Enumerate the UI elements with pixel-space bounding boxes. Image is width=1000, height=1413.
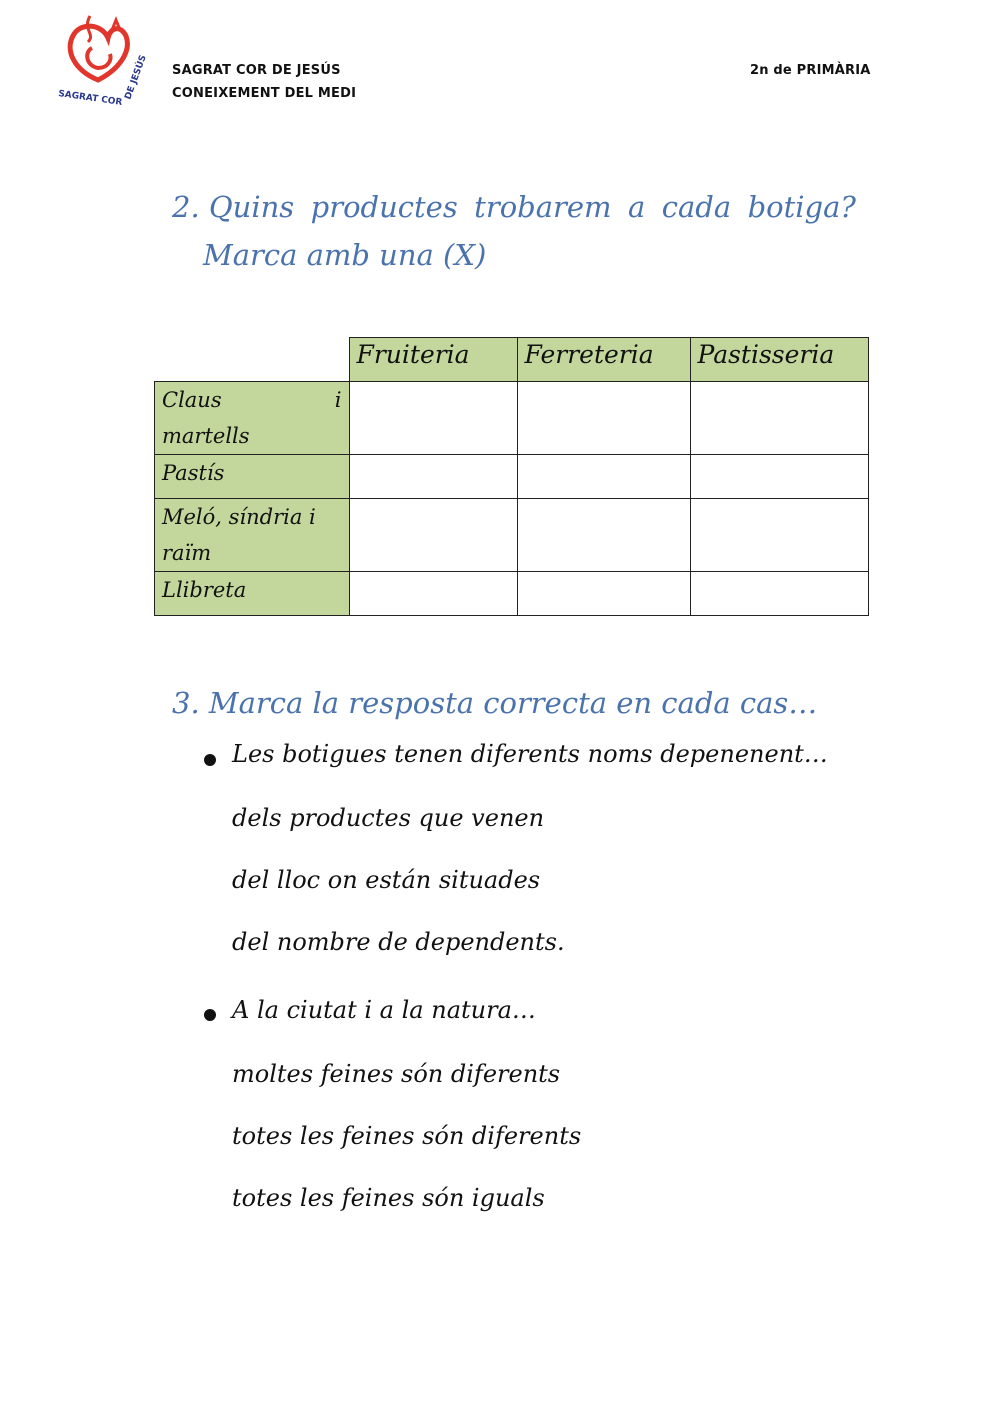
table-row: [155, 572, 869, 616]
question-2-word: cada: [661, 190, 732, 224]
answer-cell[interactable]: [517, 499, 690, 572]
question-2-word: productes: [310, 190, 458, 224]
question-2-line-2: Marca amb una (X): [203, 238, 487, 272]
question-3-title: 3. Marca la resposta correcta en cada cas…: [172, 686, 818, 720]
table-row: [155, 455, 869, 499]
answer-cell[interactable]: [517, 572, 690, 616]
grade-label: 2n de PRIMÀRIA: [750, 63, 871, 78]
products-table: [154, 337, 869, 616]
answer-cell[interactable]: [690, 572, 868, 616]
answer-cell[interactable]: [349, 455, 517, 499]
row-label-claus: Claus i martells: [155, 382, 350, 455]
answer-option[interactable]: moltes feines són diferents: [232, 1060, 561, 1088]
subject-name: CONEIXEMENT DEL MEDI: [172, 86, 357, 101]
column-header-fruiteria: Fruiteria: [349, 338, 517, 382]
answer-option[interactable]: del lloc on están situades: [232, 866, 541, 894]
question-2-word: trobarem: [474, 190, 612, 224]
answer-option[interactable]: dels productes que venen: [232, 804, 545, 832]
answer-cell[interactable]: [690, 382, 868, 455]
column-header-pastisseria: Pastisseria: [690, 338, 868, 382]
answer-cell[interactable]: [349, 499, 517, 572]
answer-cell[interactable]: [690, 499, 868, 572]
question-2-word: botiga?: [747, 190, 856, 224]
question-3-prompt-2: A la ciutat i a la natura…: [232, 996, 536, 1024]
bullet-icon: [204, 754, 216, 766]
answer-cell[interactable]: [349, 382, 517, 455]
svg-text:SAGRAT COR: SAGRAT COR: [57, 89, 123, 108]
answer-option[interactable]: totes les feines són diferents: [232, 1122, 582, 1150]
question-3-prompt-1: Les botigues tenen diferents noms depenenent…: [232, 740, 828, 768]
answer-cell[interactable]: [690, 455, 868, 499]
svg-text:DE JESÚS: DE JESÚS: [123, 53, 149, 102]
row-label-melo: Meló, síndria i raïm: [155, 499, 350, 572]
bullet-icon: [204, 1009, 216, 1021]
column-header-ferreteria: Ferreteria: [517, 338, 690, 382]
answer-option[interactable]: del nombre de dependents.: [232, 928, 565, 956]
question-2-word: a: [627, 190, 646, 224]
table-header-row: [155, 338, 869, 382]
table-row: [155, 499, 869, 572]
row-label-llibreta: Llibreta: [155, 572, 350, 616]
answer-cell[interactable]: [517, 455, 690, 499]
answer-option[interactable]: totes les feines són iguals: [232, 1184, 545, 1212]
question-2-line-1: [172, 190, 856, 224]
table-corner: [155, 338, 350, 382]
answer-cell[interactable]: [349, 572, 517, 616]
table-row: [155, 382, 869, 455]
answer-cell[interactable]: [517, 382, 690, 455]
school-logo: [52, 12, 164, 116]
question-2-number-and-word: 2. Quins: [172, 190, 295, 224]
school-name: SAGRAT COR DE JESÚS: [172, 63, 341, 78]
row-label-pastis: Pastís: [155, 455, 350, 499]
